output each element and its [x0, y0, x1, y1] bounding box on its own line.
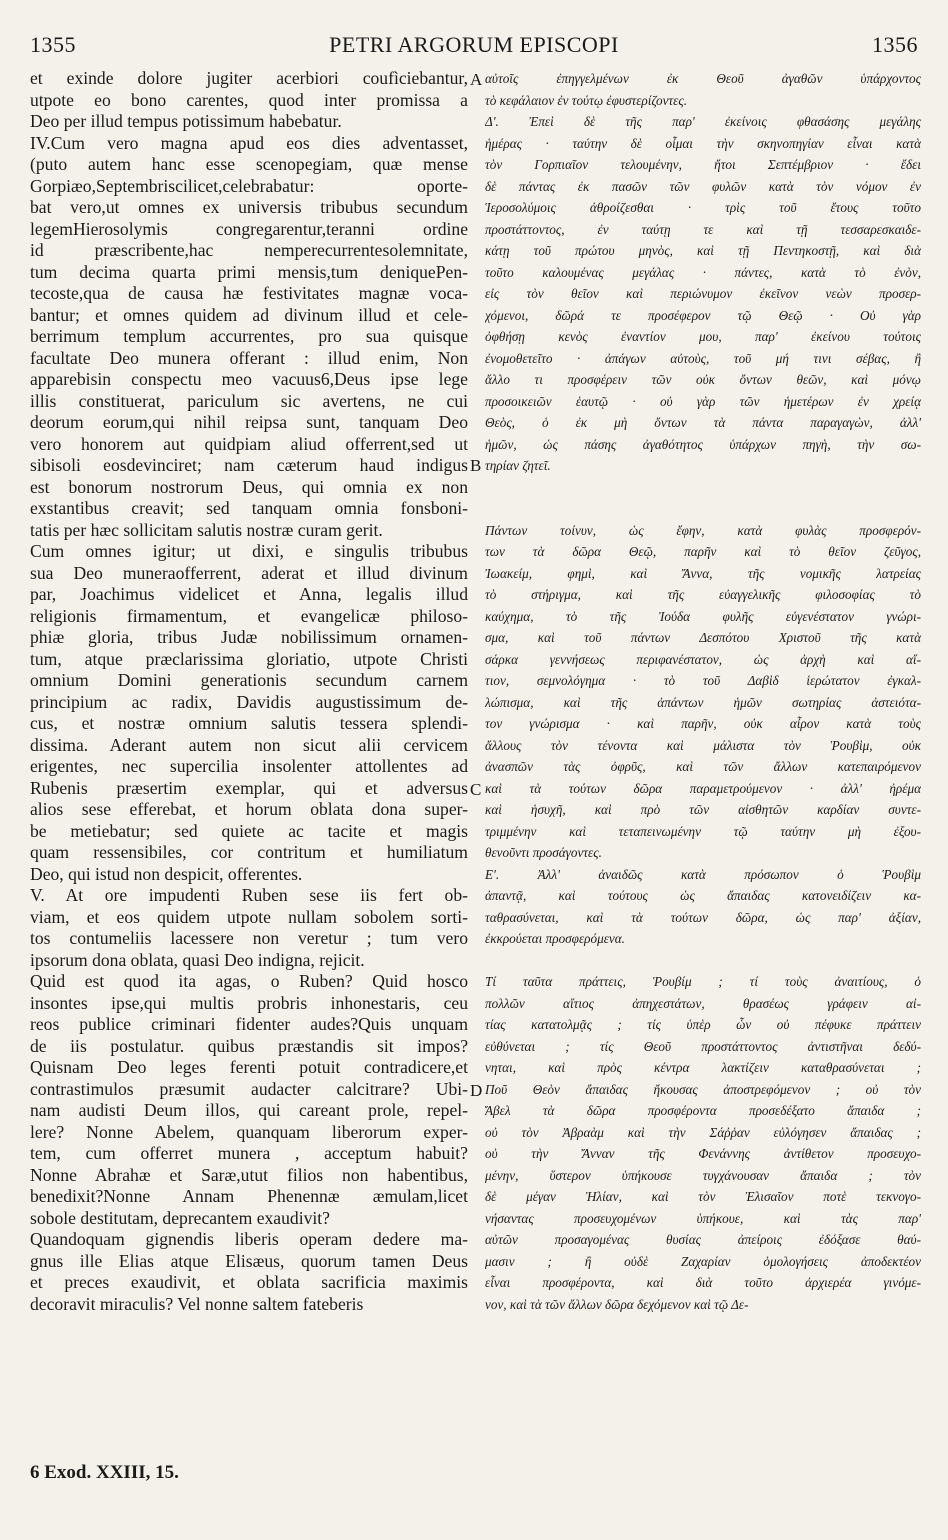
- text-line: principium ac radix, Davidis augustissimum de-: [30, 691, 468, 712]
- text-line: τοῦτο καλουμένας μεγάλας · πάντες, κατὰ τὸ ἐνὸν,: [485, 264, 921, 280]
- text-line: utpote eo bono carentes, quod inter promissa a: [30, 89, 468, 110]
- text-line: οὐ τὴν Ἄνναν τῆς Φενάννης ἀντίθετον προσευχο-: [485, 1146, 921, 1161]
- text-line: contrastimulos præsumit audacter calcitrare? Ubi-: [30, 1078, 468, 1099]
- text-line: tum decima quarta primi mensis,tum deniquePen-: [30, 261, 468, 282]
- text-line: δὲ πάντας ἐκ πασῶν τῶν φυλῶν κατὰ τὸν νόμον ἐν: [485, 178, 921, 194]
- text-line: εἶναι προσφέροντα, καὶ διὰ τοῦτο ἀρχιερέα γινόμε-: [485, 1275, 921, 1290]
- text-line: Τί ταῦτα πράττεις, Ῥουβίμ ; τί τοὺς ἀναιτίους, ὁ: [485, 974, 921, 989]
- greek-column: [485, 68, 921, 1315]
- text-line: καύχημα, τὸ τῆς Ἰούδα φυλῆς εὐγενέστατον γνώρι-: [485, 608, 921, 624]
- text-line: V. At ore impudenti Ruben sese iis fert ob-: [30, 885, 468, 905]
- text-line: αὐτοῖς ἐπηγγελμένων ἐκ Θεοῦ ἀγαθῶν ὑπάρχοντος: [485, 71, 921, 86]
- text-line: sua Deo muneraofferrent, aderat et illud divinum: [30, 562, 468, 583]
- text-line: Πάντων τοίνυν, ὡς ἔφην, κατὰ φυλὰς προσφερόν-: [485, 522, 921, 538]
- text-line: IV.Cum vero magna apud eos dies adventasset,: [30, 132, 468, 153]
- text-line: id præscribente,hac nemperecurrentesolemnitate,: [30, 240, 468, 260]
- text-line: προσοικειῶν ἑαυτῷ · οὐ γὰρ τῶν ἡμετέρων ἐν χρείᾳ: [485, 393, 921, 409]
- page-number-right: 1356: [872, 32, 918, 57]
- text-line: exstantibus creavit; sed tanquam omnia fonsboni-: [30, 498, 468, 518]
- text-line: Ε'. Ἀλλ' ἀναιδῶς κατὰ πρόσωπον ὁ Ῥουβὶμ: [485, 866, 921, 882]
- latin-column: [30, 68, 468, 1315]
- text-line: Δ'. Ἐπεὶ δὲ τῆς παρ' ἐκείνοις φθασάσης μεγάλης: [485, 114, 921, 129]
- text-line: sobole destitutam, deprecantem exaudivit?: [30, 1207, 330, 1228]
- text-line: legemHierosolymis congregarentur,teranni ordine: [30, 218, 468, 239]
- text-line: bantur; et omnes quidem ad divinum illud et cele-: [30, 304, 468, 325]
- text-line: ἄλλο τι προσφέρειν τῶν οὐκ ὄντων θεῶν, καὶ μόνῳ: [485, 372, 921, 387]
- running-title: PETRI ARGORUM EPISCOPI: [329, 32, 619, 57]
- text-line: Ἰωακείμ, φημὶ, καὶ Ἄννα, τῆς νομικῆς λατρείας: [485, 565, 921, 581]
- text-line: νήσαντας προσευχομένων ὑπήκουε, καὶ τὰς παρ': [485, 1210, 921, 1226]
- text-line: Deo, qui istud non despicit, offerentes.: [30, 863, 303, 884]
- text-line: ἡμέρας · ταύτην δὲ οἶμαι τὴν σκηνοπηγίαν εἶναι κατὰ: [485, 135, 921, 151]
- text-line: Rubenis præsertim exemplar, qui et adversus: [30, 777, 468, 798]
- text-line: Quisnam Deo leges ferenti potuit contradicere,et: [30, 1057, 468, 1077]
- text-line: et preces exaudivit, et oblata sacrificia maximis: [30, 1272, 468, 1292]
- paragraph-gap: [485, 477, 921, 520]
- page-header: [30, 32, 918, 60]
- text-line: apparebisin conspectu meo vacuus6,Deus ipse lege: [30, 369, 468, 389]
- text-line: benedixit?Nonne Annam Phenennæ æmulam,licet: [30, 1186, 468, 1206]
- text-line: quam ressensibiles, cor contritum et humiliatum: [30, 842, 468, 862]
- text-line: νον, καὶ τὰ τῶν ἄλλων δῶρα δεχόμενον καὶ τῷ Δε-: [485, 1296, 749, 1312]
- text-line: erigentes, nec supercilia insolenter attollentes ad: [30, 756, 468, 776]
- text-line: illis constituerat, pariculum sic avertens, ne cui: [30, 390, 468, 411]
- text-line: ἄλλους τὸν τένοντα καὶ μάλιστα τὸν Ῥουβὶμ, οὐκ: [485, 737, 921, 753]
- text-line: ταθρασύνεται, καὶ τὰ τούτων δῶρα, ὡς παρ' ἀξίαν,: [485, 909, 921, 925]
- text-line: τηρίαν ζητεῖ.: [485, 458, 551, 473]
- text-line: Quid est quod ita agas, o Ruben? Quid hosco: [30, 971, 468, 991]
- text-line: οὐ τὸν Ἀβραὰμ καὶ τὴν Σάῤῥαν εὐλόγησεν ἄπαιδας ;: [485, 1124, 921, 1140]
- text-line: σάρκα γεννήσεως περιφανέστατον, ὡς ἀρχὴ καὶ αἴ-: [485, 651, 921, 667]
- text-line: Ποῦ Θεὸν ἄπαιδας ἤκουσας ἀποστρεφόμενον ; οὐ τὸν: [485, 1081, 921, 1097]
- text-line: est bonorum nostrorum Deus, qui omnia ex non: [30, 476, 468, 497]
- text-line: ipsorum dona oblata, quasi Deo indigna, rejicit.: [30, 949, 365, 970]
- text-line: vero honorem aut quidpiam aliud offerrent,sed ut: [30, 433, 468, 454]
- text-line: reos publice criminari fidenter audes?Quis unquam: [30, 1014, 468, 1034]
- text-line: gnus ille Elias atque Elisæus, quorum tamen Deus: [30, 1250, 468, 1271]
- text-line: τριμμένην καὶ τεταπεινωμένην τῷ ταύτην μὴ ἐξου-: [485, 823, 921, 839]
- text-line: ἀνασπῶν τὰς ὀφρῦς, καὶ τῶν ἄλλων κατεπαιρόμενον: [485, 759, 921, 774]
- text-line: nam audisti Deum illos, qui careant prole, repel-: [30, 1100, 468, 1120]
- text-line: alios sese efferebat, et horum oblata dona super-: [30, 799, 468, 819]
- text-line: facultate Deo munera offerant : illud enim, Non: [30, 347, 468, 368]
- text-line: προστάττοντος, ἐν ταύτῃ τε καὶ τῇ τεσσαρεσκαιδε-: [485, 221, 921, 237]
- text-line: religionis firmamentum, et evangelicæ philoso-: [30, 605, 468, 626]
- text-line: τιον, σεμνολόγημα · τὸ τοῦ Δαβὶδ ἱερώτατον ἐγκαλ-: [485, 673, 921, 688]
- text-line: decoravit miraculis? Vel nonne saltem fateberis: [30, 1293, 364, 1314]
- text-line: μασιν ; ἢ οὐδὲ Ζαχαρίαν ὁμολογήσεις ἀποδεκτέον: [485, 1253, 921, 1269]
- text-line: ὀφθήσῃ κενὸς ἐναντίον μου, παρ' ἐκείνου τούτοις: [485, 329, 921, 344]
- text-line: εἰς τὸν θεῖον καὶ περιώνυμον ἐκεῖνον νεὼν προσερ-: [485, 286, 921, 301]
- text-line: θενοῦντι προσάγοντες.: [485, 845, 602, 860]
- text-line: be metiebatur; sed quiete ac tacite et magis: [30, 820, 468, 841]
- text-line: omnium Domini generationis secundum carnem: [30, 670, 468, 690]
- margin-marker-d: D: [470, 1081, 483, 1100]
- text-line: χόμενοι, δῶρά τε προσέφερον τῷ Θεῷ · Οὐ γὰρ: [485, 307, 921, 323]
- text-line: νηται, καὶ πρὸς κέντρα λακτίζειν καταθρασύνεται ;: [485, 1060, 921, 1075]
- text-line: τὸ στήριγμα, καὶ τῆς εὐαγγελικῆς φιλοσοφίας τὸ: [485, 587, 921, 602]
- text-line: καὶ τὰ τούτων δῶρα παραμετρούμενον · ἀλλ' ἠρέμα: [485, 780, 921, 796]
- text-line: εὐθύνεται ; τίς Θεοῦ προστάττοντος ἀντιστῆναι δεδύ-: [485, 1038, 921, 1054]
- text-line: tecoste,qua de causa hæ festivitates magnæ voca-: [30, 283, 468, 303]
- text-line: Ἱεροσολύμοις ἀθροίζεσθαι · τρὶς τοῦ ἔτους τοῦτο: [485, 200, 921, 215]
- text-line: dissima. Aderant autem non sicut alii cervicem: [30, 734, 468, 755]
- text-line: lere? Nonne Abelem, quanquam liberorum exper-: [30, 1121, 468, 1142]
- text-line: των τὰ δῶρα Θεῷ, παρῆν καὶ τὸ θεῖον ζεῦγος,: [485, 544, 921, 559]
- text-line: μένην, ὕστερον ὑπήκουσε τυγχάνουσαν ἄπαιδα ; τὸν: [485, 1167, 921, 1183]
- text-line: αὐτῶν προσαγομένας θυσίας ἀπείροις ἐδόξασε θαύ-: [485, 1232, 921, 1247]
- text-line: de iis postulatur. quibus præstandis sit impos?: [30, 1035, 468, 1056]
- text-line: tos contumeliis lacessere non veretur ; tum vero: [30, 928, 468, 948]
- text-line: πολλῶν αἴτιος ἀπηχεστάτων, θρασέως γράφειν αἰ-: [485, 995, 921, 1011]
- text-line: δὲ μέγαν Ἠλίαν, καὶ τὸν Ἐλισαῖον ποτὲ τεκνογο-: [485, 1189, 921, 1204]
- margin-marker-b: B: [470, 456, 482, 475]
- text-line: viam, et eos quidem utpote nullam sobolem sorti-: [30, 906, 468, 927]
- margin-marker-c: C: [470, 780, 482, 799]
- text-line: Θεὸς, ὁ ἐκ μὴ ὄντων τὰ πάντα παραγαγὼν, ἀλλ': [485, 415, 921, 430]
- text-line: ἀπαντᾷ, καὶ τούτους ὡς ἄπαιδας κατονειδίζειν κα-: [485, 888, 921, 903]
- text-line: sibisoli eosdevinciret; nam cæterum haud indigus: [30, 455, 468, 475]
- text-line: Gorpiæo,Septembriscilicet,celebrabatur: oporte-: [30, 175, 468, 196]
- text-line: Nonne Abrahæ et Saræ,utut filios non habentibus,: [30, 1164, 468, 1185]
- text-line: tatis per hæc sollicitam salutis nostræ curam gerit.: [30, 519, 383, 540]
- text-line: tum, atque præclarissima gloriatio, utpote Christi: [30, 648, 468, 669]
- text-line: σμα, καὶ τοῦ πάντων Δεσπότου Χριστοῦ τῆς κατὰ: [485, 630, 921, 645]
- text-line: ἡμῶν, ὡς πάσης ἀγαθότητος ὑπάρχων πηγὴ, τὴν σω-: [485, 436, 921, 452]
- text-line: cus, et nostræ omnium salutis tessera splendi-: [30, 713, 468, 733]
- text-line: τὸ κεφάλαιον ἐν τούτῳ ἐφυστερίζοντες.: [485, 92, 687, 108]
- text-line: ἐκκρούεται προσφερόμενα.: [485, 931, 625, 946]
- text-line: Deo per illud tempus potissimum habebatur.: [30, 111, 342, 131]
- footnote: 6 Exod. XXIII, 15.: [30, 1462, 179, 1483]
- text-line: τὸν Γορπιαῖον τελουμένην, ἤτοι Σεπτέμβριον · ἔδει: [485, 157, 921, 172]
- text-line: tem, cum offerret munera , acceptum habuit?: [30, 1143, 468, 1163]
- text-line: τον γνώρισμα · καὶ παρῆν, οὐκ αἶρον κατὰ τοὺς: [485, 716, 921, 731]
- text-line: berrimum templum accurrentes, pro sua quisque: [30, 326, 468, 346]
- text-line: (puto autem hanc esse scenopegiam, quæ mense: [30, 154, 468, 174]
- margin-marker-a: A: [470, 70, 483, 89]
- paragraph-gap: [485, 950, 921, 972]
- text-line: Cum omnes igitur; ut dixi, e singulis tribubus: [30, 541, 468, 561]
- text-line: λώπισμα, καὶ τῆς ἁπάντων ἡμῶν σωτηρίας ἀστειότα-: [485, 694, 921, 710]
- text-line: deorum eorum,qui nihil reipsa sunt, tanquam Deo: [30, 412, 468, 432]
- text-line: ἐνομοθετεῖτο · ἀπάγων αὐτοὺς, τοῦ μή τινι σέβας, ἢ: [485, 350, 921, 366]
- text-line: Quandoquam gignendis liberis operam dedere ma-: [30, 1229, 468, 1249]
- text-line: insontes ipse,qui multis probris inhonestaris, ceu: [30, 992, 468, 1013]
- text-line: Ἄβελ τὰ δῶρα προσφέροντα προσεδέξατο ἄπαιδα ;: [485, 1103, 921, 1118]
- text-line: καὶ ἡσυχῆ, καὶ πρὸ τῶν αἰσθητῶν καρδίαν συντε-: [485, 802, 921, 817]
- text-line: κάτῃ τοῦ πρώτου μηνὸς, καὶ τῇ Πεντηκοστῇ, καὶ διὰ: [485, 243, 921, 258]
- text-line: phiæ gloria, tribus Judæ nobilissimum ornamen-: [30, 627, 468, 647]
- page-number-left: 1355: [30, 32, 76, 57]
- text-line: bat vero,ut omnes ex universis tribubus secundum: [30, 197, 468, 217]
- text-line: et exinde dolore jugiter acerbiori coufìciebantur,: [30, 68, 468, 88]
- text-line: τίας κατατολμᾷς ; τίς ὑπὲρ ὧν οὐ πέφυκε πράττειν: [485, 1017, 921, 1032]
- text-line: par, Joachimus videlicet et Anna, legalis illud: [30, 584, 468, 604]
